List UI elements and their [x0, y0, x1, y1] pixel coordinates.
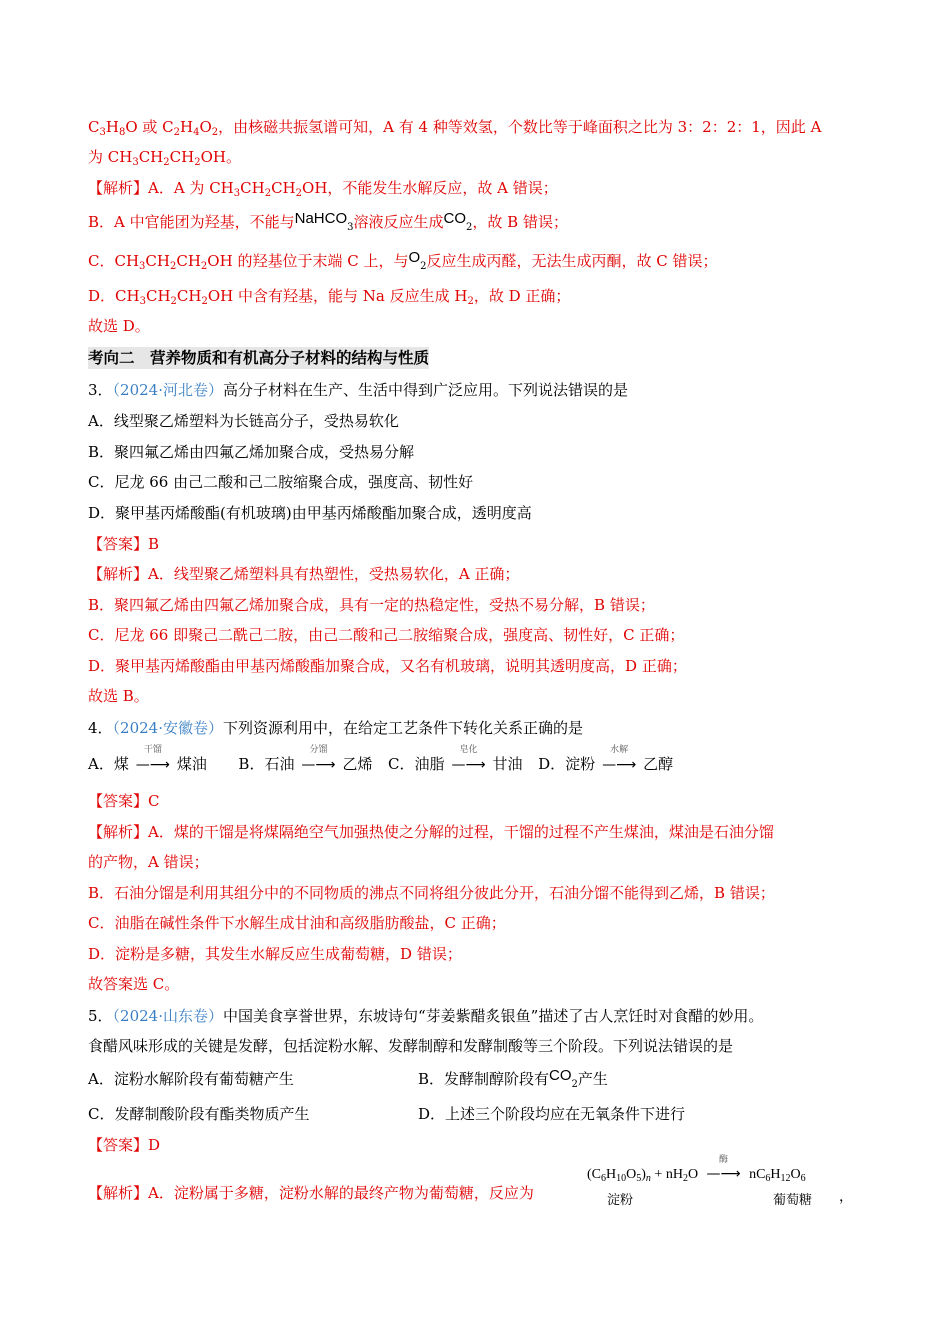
- explanation-line: B．石油分馏是利用其组分中的不同物质的沸点不同将组分彼此分开，石油分馏不能得到乙烯，B 错误；: [88, 884, 775, 902]
- question-4-answer: 【答案】C: [88, 792, 160, 810]
- explanation-line: 【解析】A．线型聚乙烯塑料具有热塑性，受热易软化，A 正确；: [88, 565, 520, 583]
- explanation-line: 【解析】A．煤的干馏是将煤隔绝空气加强热使之分解的过程，干馏的过程不产生煤油，煤油是石油分馏: [88, 823, 774, 841]
- explanation-line: 【解析】A．A 为 $CH_3CH_2CH_2OH$，不能发生水解反应，故 A 错误；: [88, 179, 558, 199]
- question-4-options: [88, 745, 674, 775]
- question-4-stem: 4．（2024·安徽卷）下列资源利用中，在给定工艺条件下转化关系正确的是: [88, 719, 584, 737]
- option-d: D．淀粉 水解 —⟶ 乙醇: [538, 745, 674, 773]
- conclusion-text: 故答案选 C。: [88, 975, 180, 993]
- question-5-option-a: A．淀粉水解阶段有葡萄糖产生: [88, 1070, 294, 1088]
- conclusion-text: 故选 D。: [88, 317, 150, 335]
- explanation-line: 的产物，A 错误；: [88, 853, 209, 871]
- reaction-arrow: 水解 —⟶: [602, 745, 637, 773]
- chemical-equation: $(C_6H_{10}O_5)_n + nH_2O$ 酶 —⟶ $nC_6H_{12}O_6$ 淀粉 葡萄糖 ，: [587, 1155, 853, 1207]
- explanation-line: D．$CH_3CH_2CH_2OH$ 中含有羟基，能与 Na 反应生成 $H_2$，故 D 正确；: [88, 287, 571, 307]
- reaction-arrow: 皂化 —⟶: [451, 745, 486, 773]
- option-a: A．煤 干馏 —⟶ 煤油: [88, 745, 207, 773]
- text-line: 为 $CH_3CH_2CH_2OH$。: [88, 148, 241, 168]
- question-5-stem-cont: 食醋风味形成的关键是发酵，包括淀粉水解、发酵制醇和发酵制酸等三个阶段。下列说法错误的是: [88, 1037, 734, 1055]
- explanation-line: D．聚甲基丙烯酸酯由甲基丙烯酸酯加聚合成，又名有机玻璃，说明其透明度高，D 正确；: [88, 657, 687, 675]
- explanation-line: B．聚四氟乙烯由四氟乙烯加聚合成，具有一定的热稳定性，受热不易分解，B 错误；: [88, 596, 655, 614]
- section-heading: 考向二 营养物质和有机高分子材料的结构与性质: [88, 349, 430, 367]
- comma: ，: [839, 1190, 853, 1205]
- question-5-option-b: B．发酵制醇阶段有$CO_2$产生: [418, 1067, 608, 1090]
- explanation-line: B．A 中官能团为羟基，不能与NaHCO$_3$溶液反应生成$CO_2$，故 B 错误；: [88, 210, 568, 233]
- question-3-option-b: B．聚四氟乙烯由四氟乙烯加聚合成，受热易分解: [88, 443, 415, 461]
- explanation-line: C．尼龙 66 即聚己二酰己二胺，由己二酸和己二胺缩聚合成，强度高、韧性好，C 正确；: [88, 626, 685, 644]
- text-line: $C_3H_8O$ 或 $C_2H_4O_2$，由核磁共振氢谱可知，A 有 4 种等效氢，个数比等于峰面积之比为 3：2：2：1，因此 A: [88, 118, 822, 138]
- reactant-label: 淀粉: [607, 1192, 634, 1207]
- question-3-option-a: A．线型聚乙烯塑料为长链高分子，受热易软化: [88, 412, 399, 430]
- question-3-option-d: D．聚甲基丙烯酸酯(有机玻璃)由甲基丙烯酸酯加聚合成，透明度高: [88, 504, 532, 522]
- question-5-answer: 【答案】D: [88, 1136, 161, 1154]
- product-label: 葡萄糖: [773, 1192, 813, 1207]
- explanation-line: C．油脂在碱性条件下水解生成甘油和高级脂肪酸盐，C 正确；: [88, 914, 506, 932]
- option-c: C．油脂 皂化 —⟶ 甘油: [388, 745, 523, 773]
- reaction-arrow: 酶 —⟶: [706, 1155, 741, 1182]
- reaction-arrow: 分馏 —⟶: [301, 745, 336, 773]
- question-5-stem: 5．（2024·山东卷）中国美食享誉世界，东坡诗句“芽姜紫醋炙银鱼”描述了古人烹饪时对食醋的妙用。: [88, 1007, 764, 1025]
- question-5-option-c: C．发酵制酸阶段有酯类物质产生: [88, 1105, 310, 1123]
- explanation-line: C．$CH_3CH_2CH_2OH$ 的羟基位于末端 C 上，与$O_2$反应生成丙醛，无法生成丙酮，故 C 错误；: [88, 249, 718, 272]
- question-5-option-d: D．上述三个阶段均应在无氧条件下进行: [418, 1105, 686, 1123]
- reaction-arrow: 干馏 —⟶: [135, 745, 170, 773]
- conclusion-text: 故选 B。: [88, 687, 149, 705]
- explanation-line: 【解析】A．淀粉属于多糖，淀粉水解的最终产物为葡萄糖，反应为: [88, 1184, 534, 1202]
- option-b: B．石油 分馏 —⟶ 乙烯: [238, 745, 373, 773]
- question-3-stem: 3．（2024·河北卷）高分子材料在生产、生活中得到广泛应用。下列说法错误的是: [88, 381, 629, 399]
- question-3-answer: 【答案】B: [88, 535, 160, 553]
- question-3-option-c: C．尼龙 66 由己二酸和己二胺缩聚合成，强度高、韧性好: [88, 473, 474, 491]
- explanation-line: D．淀粉是多糖，其发生水解反应生成葡萄糖，D 错误；: [88, 945, 462, 963]
